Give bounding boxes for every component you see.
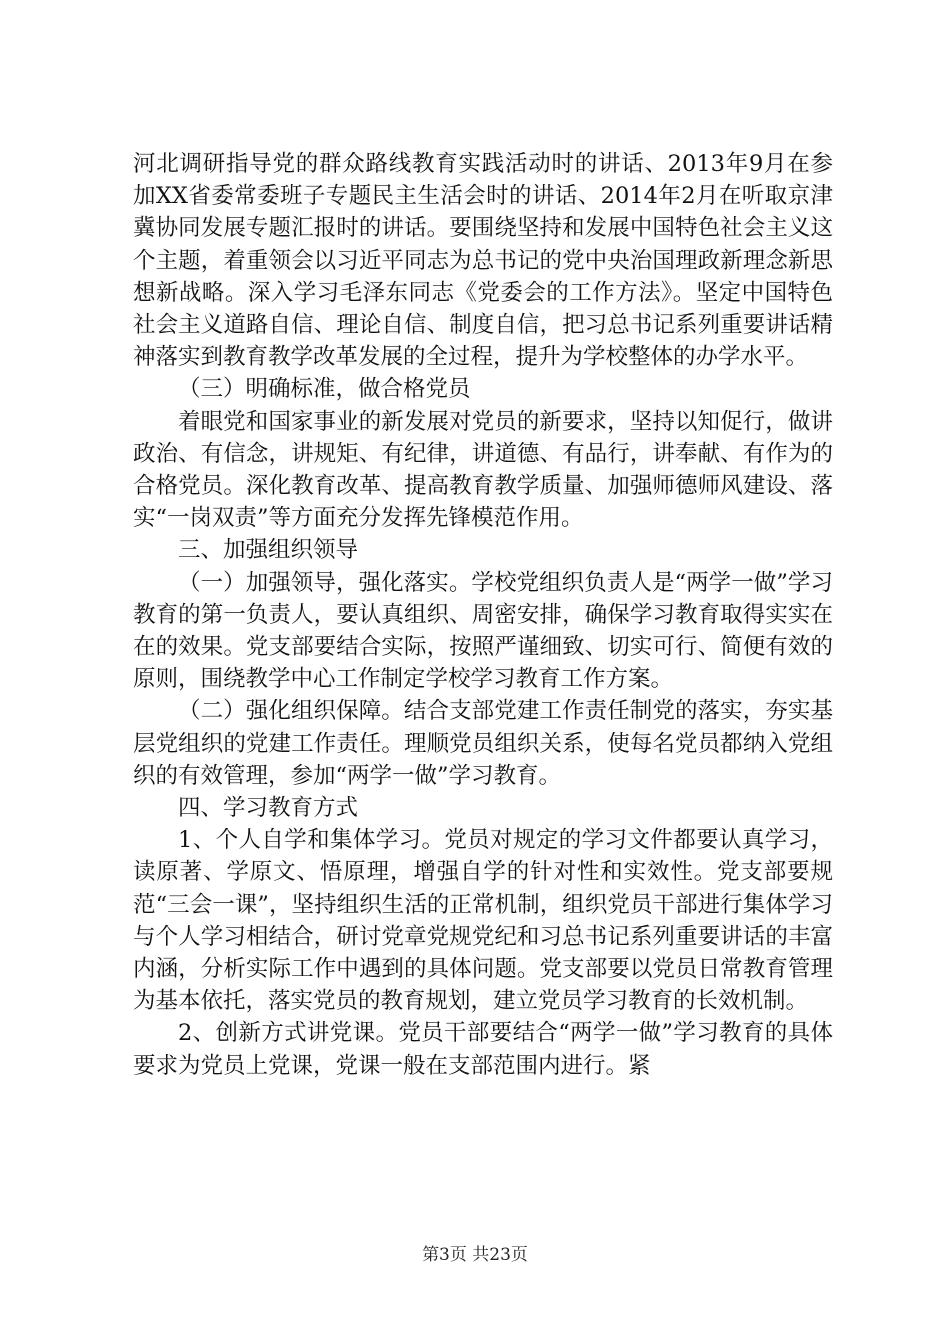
document-body [133,148,833,1082]
section-heading-organization: 三、加强组织领导 [178,537,359,564]
paragraph-organizational-support: （二）强化组织保障。结合支部党建工作责任制党的落实，夯实基层党组织的党建工作责任。理顺党员组织关系，使每名党员都纳入党组织的有效管理，参加“两学一做”学习教育。 [133,698,833,789]
page-number: 第3页 共23页 [422,1245,528,1265]
section-heading-methods: 四、学习教育方式 [178,795,359,822]
paragraph-self-study: 1、个人自学和集体学习。党员对规定的学习文件都要认真学习，读原著、学原文、悟原理，增强自学的针对性和实效性。党支部要规范“三会一课”，坚持组织生活的正常机制，组织党员干部进行集体学习与个人学习相结合，研讨党章党规党纪和习总书记系列重要讲话的丰富内涵，分析实际工作中遇到的具体问题。党支部要以党员日常教育管理为基本依托，落实党员的教育规划，建立党员学习教育的长效机制。 [133,827,833,1015]
paragraph-party-lecture: 2、创新方式讲党课。党员干部要结合“两学一做”学习教育的具体要求为党员上党课，党课一般在支部范围内进行。紧 [133,1020,833,1079]
section-heading-3: （三）明确标准，做合格党员 [178,376,471,403]
paragraph-leadership: （一）加强领导，强化落实。学校党组织负责人是“两学一做”学习教育的第一负责人，要认真组织、周密安排，确保学习教育取得实实在在的效果。党支部要结合实际，按照严谨细致、切实可行、简便有效的原则，围绕教学中心工作制定学校学习教育工作方案。 [133,569,833,693]
paragraph-qualified-member: 着眼党和国家事业的新发展对党员的新要求，坚持以知促行，做讲政治、有信念，讲规矩、有纪律，讲道德、有品行，讲奉献、有作为的合格党员。深化教育改革、提高教育教学质量、加强师德师风建设、落实“一岗双责”等方面充分发挥先锋模范作用。 [133,408,833,532]
paragraph-continuation: 河北调研指导党的群众路线教育实践活动时的讲话、2013年9月在参加XX省委常委班子专题民主生活会时的讲话、2014年2月在听取京津冀协同发展专题汇报时的讲话。要围绕坚持和发展中国特色社会主义这个主题，着重领会以习近平同志为总书记的党中央治国理政新理念新思想新战略。深入学习毛泽东同志《党委会的工作方法》。坚定中国特色社会主义道路自信、理论自信、制度自信，把习总书记系列重要讲话精神落实到教育教学改革发展的全过程，提升为学校整体的办学水平。 [133,151,833,371]
